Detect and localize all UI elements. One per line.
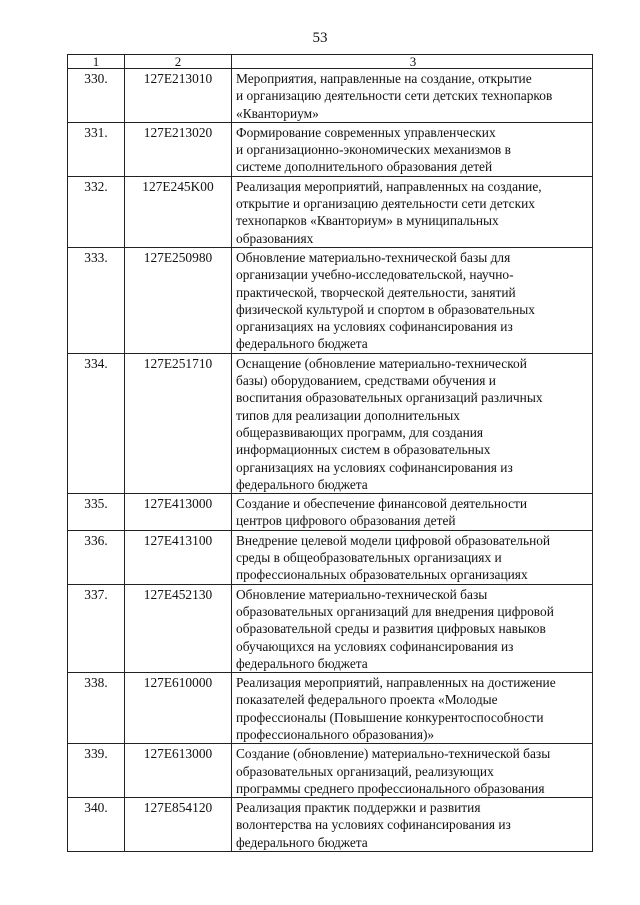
row-number xyxy=(68,798,125,852)
budget-code-table xyxy=(67,54,593,852)
row-description-text: Мероприятия, направленные на создание, открытие и организацию деятельности сети детских технопарков «Кванториум» xyxy=(236,71,553,121)
table-row xyxy=(68,176,593,247)
row-description xyxy=(232,530,593,584)
row-description xyxy=(232,247,593,353)
row-code xyxy=(125,798,232,852)
row-description-text: Создание и обеспечение финансовой деятельности центров цифрового образования детей xyxy=(236,496,528,529)
row-description-text: Реализация мероприятий, направленных на создание, открытие и организацию деятельности сети детских технопарков «Кванториум» в муниципальных образованиях xyxy=(236,178,542,246)
row-code-text: 127E413000 xyxy=(143,496,213,512)
table-row xyxy=(68,494,593,531)
row-code xyxy=(125,69,232,123)
table-header-row xyxy=(68,55,593,69)
row-number-text: 335. xyxy=(84,496,108,512)
row-number-text: 338. xyxy=(84,675,108,691)
header-col-1: 1 xyxy=(68,55,125,69)
table-row xyxy=(68,69,593,123)
table-row xyxy=(68,122,593,176)
row-number-text: 334. xyxy=(84,355,108,371)
row-code xyxy=(125,176,232,247)
row-code-text: 127E452130 xyxy=(143,586,213,602)
row-code-text: 127E854120 xyxy=(143,800,213,816)
row-description-text: Создание (обновление) материально-технической базы образовательных организаций, реализующих программы среднего профессионального образования xyxy=(236,746,551,796)
row-description-text: Оснащение (обновление материально-технической базы) оборудованием, средствами обучения и воспитания образовательных организаций различных типов для реализации дополнительных общеразвивающих программ, для создания информационных систем в образовательных организациях на условиях софинансирования из федерального бюджета xyxy=(236,355,543,492)
row-number-text: 340. xyxy=(84,800,108,816)
table-row xyxy=(68,744,593,798)
row-code xyxy=(125,353,232,493)
row-number xyxy=(68,353,125,493)
row-number xyxy=(68,176,125,247)
page-number: 53 xyxy=(312,30,328,46)
row-code-text: 127E213010 xyxy=(143,71,213,86)
row-code xyxy=(125,584,232,672)
row-number-text: 331. xyxy=(84,124,108,140)
row-description xyxy=(232,744,593,798)
row-description-text: Внедрение целевой модели цифровой образовательной среды в общеобразовательных организациях и профессиональных образовательных организациях xyxy=(236,532,551,583)
row-number-text: 332. xyxy=(84,178,108,194)
row-code-text: 127E250980 xyxy=(143,249,213,265)
row-code xyxy=(125,122,232,176)
row-description-text: Реализация мероприятий, направленных на достижение показателей федерального проекта «Молодые профессионалы (Повышение конкурентоспособности профессионального образования)» xyxy=(236,675,556,742)
row-description xyxy=(232,176,593,247)
table-row xyxy=(68,247,593,353)
header-col-3: 3 xyxy=(232,55,593,69)
row-number xyxy=(68,247,125,353)
row-number xyxy=(68,584,125,672)
row-code-text: 127E245K00 xyxy=(142,178,214,194)
row-number xyxy=(68,69,125,123)
table-row xyxy=(68,584,593,672)
row-number-text: 337. xyxy=(84,586,108,602)
row-description xyxy=(232,584,593,672)
row-number xyxy=(68,530,125,584)
row-code-text: 127E413100 xyxy=(143,532,213,548)
table-row xyxy=(68,530,593,584)
row-number xyxy=(68,744,125,798)
row-code xyxy=(125,494,232,531)
row-code xyxy=(125,247,232,353)
row-code-text: 127E251710 xyxy=(143,355,213,371)
row-number-text: 339. xyxy=(84,746,108,762)
row-code xyxy=(125,744,232,798)
row-number-text: 333. xyxy=(84,249,108,265)
row-number-text: 330. xyxy=(84,71,108,86)
row-description-text: Обновление материально-технической базы образовательных организаций для внедрения цифровой образовательной среды и развития цифровых навыков обучающихся на условиях софинансирования из федерального бюджета xyxy=(236,586,554,671)
row-description xyxy=(232,69,593,123)
table-row xyxy=(68,798,593,852)
row-description-text: Формирование современных управленческих и организационно-экономических механизмов в системе дополнительного образования детей xyxy=(236,124,511,175)
row-description xyxy=(232,673,593,744)
row-code xyxy=(125,673,232,744)
row-description xyxy=(232,798,593,852)
row-description-text: Реализация практик поддержки и развития волонтерства на условиях софинансирования из федерального бюджета xyxy=(236,800,511,850)
row-code xyxy=(125,530,232,584)
row-number xyxy=(68,122,125,176)
header-col-2: 2 xyxy=(125,55,232,69)
row-description xyxy=(232,122,593,176)
row-number xyxy=(68,494,125,531)
table-row xyxy=(68,353,593,493)
row-number-text: 336. xyxy=(84,532,108,548)
row-code-text: 127E610000 xyxy=(143,675,213,691)
row-number xyxy=(68,673,125,744)
row-description xyxy=(232,353,593,493)
row-description xyxy=(232,494,593,531)
row-code-text: 127E613000 xyxy=(143,746,213,762)
row-code-text: 127E213020 xyxy=(143,124,213,140)
table-row xyxy=(68,673,593,744)
row-description-text: Обновление материально-технической базы для организации учебно-исследовательской, научно- практической, творческой деятельности, занятий физической культурой и спортом в образовательных организациях на условиях софинансирования из федерального бюджета xyxy=(236,249,535,352)
